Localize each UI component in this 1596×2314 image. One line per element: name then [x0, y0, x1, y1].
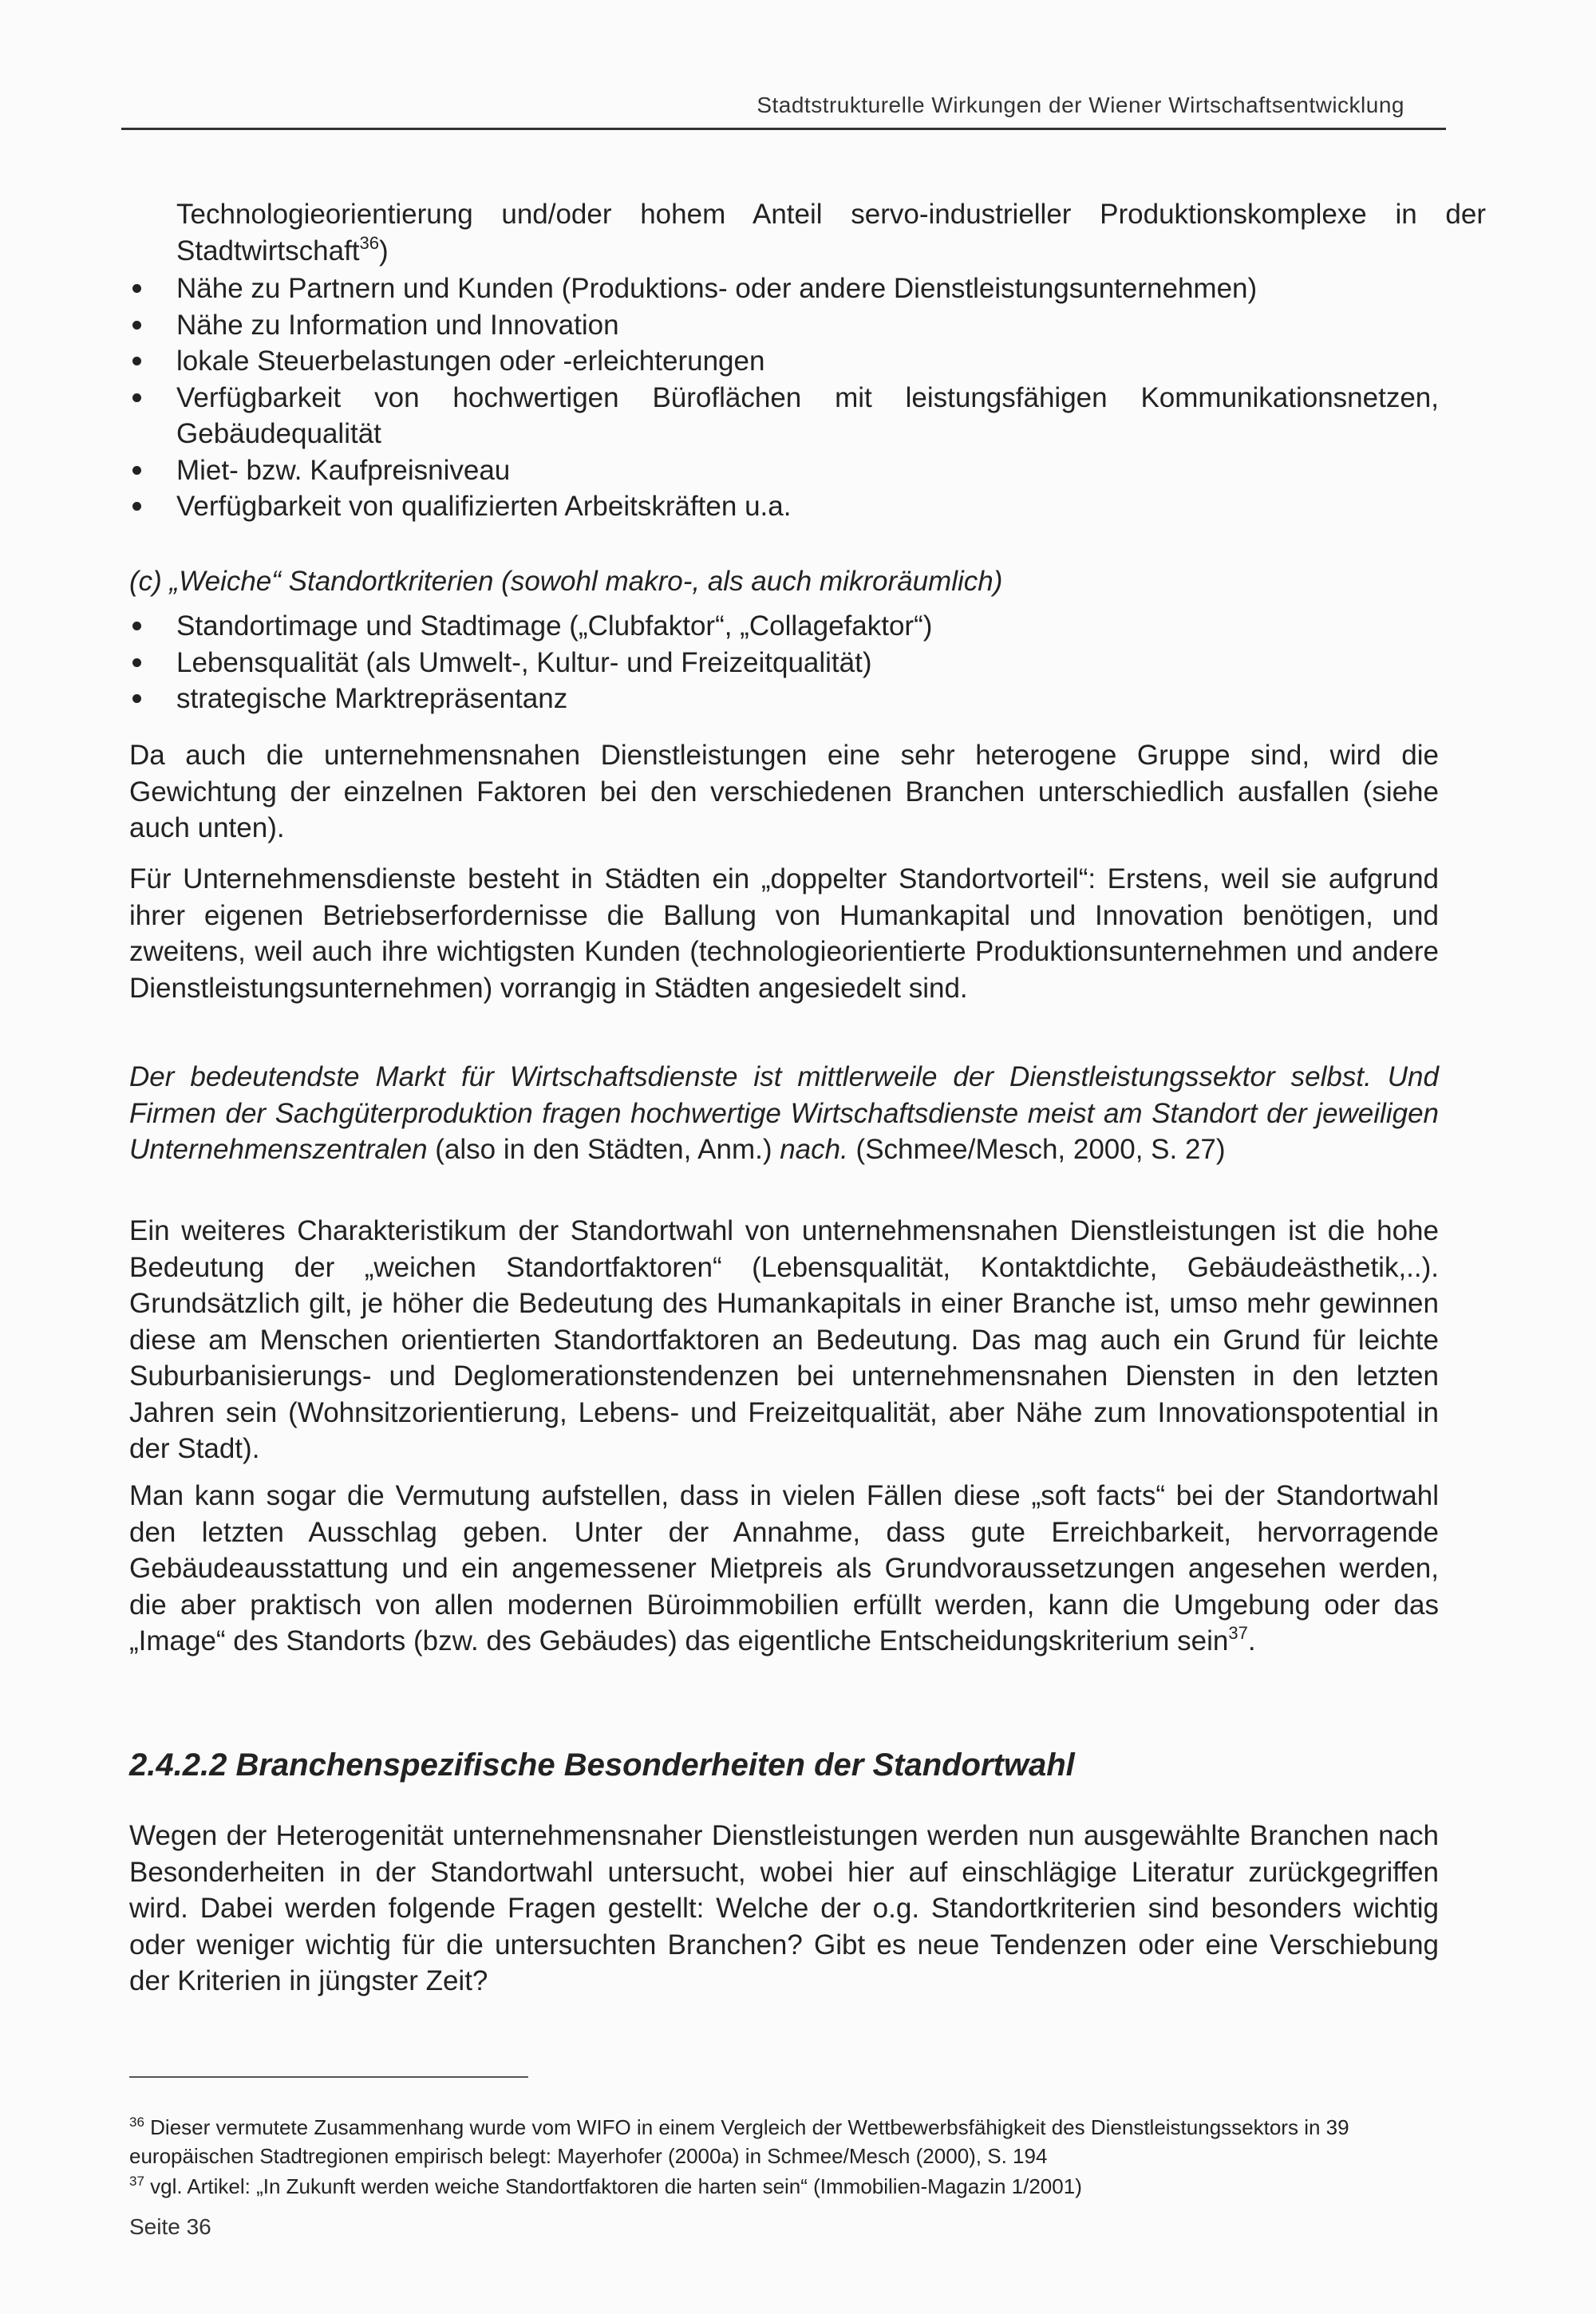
list-item-text: strategische Marktrepräsentanz	[176, 683, 568, 714]
footnote-number: 36	[129, 2115, 144, 2130]
intro-text: Technologieorientierung und/oder hohem Anteil servo-industrieller Produktionskomplexe in der Stadtwirtschaft	[176, 199, 1486, 267]
intro-continuation	[129, 196, 1486, 269]
list-item-text: lokale Steuerbelastungen oder -erleichterungen	[176, 346, 765, 377]
page-number: Seite 36	[129, 2214, 211, 2239]
list-item-text: Miet- bzw. Kaufpreisniveau	[176, 454, 511, 486]
footnote-ref-36[interactable]: 36	[359, 232, 380, 253]
intro-close: )	[379, 235, 389, 267]
block-quote	[129, 1059, 1439, 1168]
list-item-text: Nähe zu Partnern und Kunden (Produktions- oder andere Dienstleistungsunternehmen)	[176, 273, 1258, 304]
list-item-text: Lebensqualität (als Umwelt-, Kultur- und Freizeitqualität)	[176, 646, 872, 678]
bullet-list-c	[129, 608, 1439, 717]
header-rule	[121, 128, 1446, 130]
list-item	[129, 307, 1439, 344]
list-item-text: Nähe zu Information und Innovation	[176, 309, 619, 341]
list-item	[129, 452, 1439, 489]
list-item	[129, 343, 1439, 380]
list-item	[129, 608, 1439, 645]
list-item	[129, 488, 1439, 525]
running-header: Stadtstrukturelle Wirkungen der Wiener Wirtschaftsentwicklung	[757, 93, 1404, 117]
quote-annotation: (also in den Städten, Anm.)	[427, 1134, 780, 1165]
section-c-heading: (c) „Weiche“ Standortkriterien (sowohl makro-, als auch mikroräumlich)	[129, 566, 1003, 597]
bullet-icon	[132, 502, 141, 511]
bullet-icon	[132, 284, 141, 293]
paragraph: Wegen der Heterogenität unternehmensnaher Dienstleistungen werden nun ausgewählte Branchen nach Besonderheiten in der Standortwahl untersucht, wobei hier auf einschlägige Literatur zurückgegriffen wird. Dabei werden folgende Fragen gestellt: Welche der o.g. Standortkriterien sind besonders wichtig oder weniger wichtig für die untersuchten Branchen? Gibt es neue Tendenzen oder eine Verschiebung der Kriterien in jüngster Zeit?	[129, 1820, 1439, 1996]
paragraph	[129, 1478, 1439, 1660]
quote-text: Der bedeutendste Markt für Wirtschaftsdienste ist mittlerweile der Dienstleistungssektor selbst. Und Firmen der Sachgüterproduktion fragen hochwertige Wirtschaftsdienste meist am Standort der jeweiligen Unternehmenszentralen	[129, 1061, 1439, 1165]
list-item	[129, 645, 1439, 681]
footnote-text: Dieser vermutete Zusammenhang wurde vom WIFO in einem Vergleich der Wettbewerbsfähigkeit des Dienstleistungssektors in 39 europäischen Stadtregionen empirisch belegt: Mayerhofer (2000a) in Schmee/Mesch (2000), S. 194	[129, 2115, 1349, 2168]
list-item	[129, 380, 1439, 452]
footnote-37	[129, 2172, 1439, 2201]
bullet-icon	[132, 658, 141, 667]
bullet-icon	[132, 694, 141, 703]
list-item-text: Verfügbarkeit von qualifizierten Arbeitskräften u.a.	[176, 491, 792, 522]
footnote-rule	[129, 2076, 528, 2078]
footnote-36	[129, 2113, 1439, 2170]
paragraph: Für Unternehmensdienste besteht in Städten ein „doppelter Standortvorteil“: Erstens, weil sie aufgrund ihrer eigenen Betriebserfordernisse die Ballung von Humankapital und Innovation benötigen, und zweitens, weil auch ihre wichtigsten Kunden (technologieorientierte Produktionsunternehmen und andere Dienstleistungsunternehmen) vorrangig in Städten angesiedelt sind.	[129, 863, 1439, 1004]
paragraph: Da auch die unternehmensnahen Dienstleistungen eine sehr heterogene Gruppe sind, wird die Gewichtung der einzelnen Faktoren bei den verschiedenen Branchen unterschiedlich ausfallen (siehe auch unten).	[129, 740, 1439, 843]
bullet-icon	[132, 357, 141, 365]
bullet-icon	[132, 393, 141, 402]
footnote-ref-37[interactable]: 37	[1228, 1623, 1248, 1643]
footnote-number: 37	[129, 2174, 144, 2189]
list-item-text: Standortimage und Stadtimage („Clubfaktor“, „Collagefaktor“)	[176, 610, 933, 642]
paragraph-text: Man kann sogar die Vermutung aufstellen, dass in vielen Fällen diese „soft facts“ bei der Standortwahl den letzten Ausschlag geben. Unter der Annahme, dass gute Erreichbarkeit, hervorragende Gebäudeausstattung und ein angemessener Mietpreis als Grundvoraussetzungen angesehen werden, die aber praktisch von allen modernen Büroimmobilien erfüllt werden, kann die Umgebung oder das „Image“ des Standorts (bzw. des Gebäudes) das eigentliche Entscheidungskriterium sein	[129, 1480, 1439, 1657]
quote-citation: (Schmee/Mesch, 2000, S. 27)	[847, 1134, 1226, 1165]
bullet-list-b	[129, 270, 1439, 525]
list-item	[129, 270, 1439, 307]
list-item	[129, 681, 1439, 717]
footnote-text: vgl. Artikel: „In Zukunft werden weiche Standortfaktoren die harten sein“ (Immobilien-Magazin 1/2001)	[150, 2174, 1082, 2198]
quote-text: nach.	[780, 1134, 848, 1165]
paragraph-end: .	[1247, 1625, 1256, 1657]
bullet-icon	[132, 466, 141, 475]
list-item-text: Verfügbarkeit von hochwertigen Büroflächen mit leistungsfähigen Kommunikationsnetzen, Gebäudequalität	[176, 381, 1439, 449]
paragraph: Ein weiteres Charakteristikum der Standortwahl von unternehmensnahen Dienstleistungen ist die hohe Bedeutung der „weichen Standortfaktoren“ (Lebensqualität, Kontaktdichte, Gebäudeästhetik,..). Grundsätzlich gilt, je höher die Bedeutung des Humankapitals in einer Branche ist, umso mehr gewinnen diese am Menschen orientierten Standortfaktoren an Bedeutung. Das mag auch ein Grund für leichte Suburbanisierungs- und Deglomerationstendenzen bei unternehmensnahen Diensten in den letzten Jahren sein (Wohnsitzorientierung, Lebens- und Freizeitqualität, aber Nähe zum Innovationspotential in der Stadt).	[129, 1215, 1439, 1464]
bullet-icon	[132, 622, 141, 630]
section-heading: 2.4.2.2 Branchenspezifische Besonderheiten der Standortwahl	[129, 1747, 1075, 1783]
bullet-icon	[132, 321, 141, 330]
